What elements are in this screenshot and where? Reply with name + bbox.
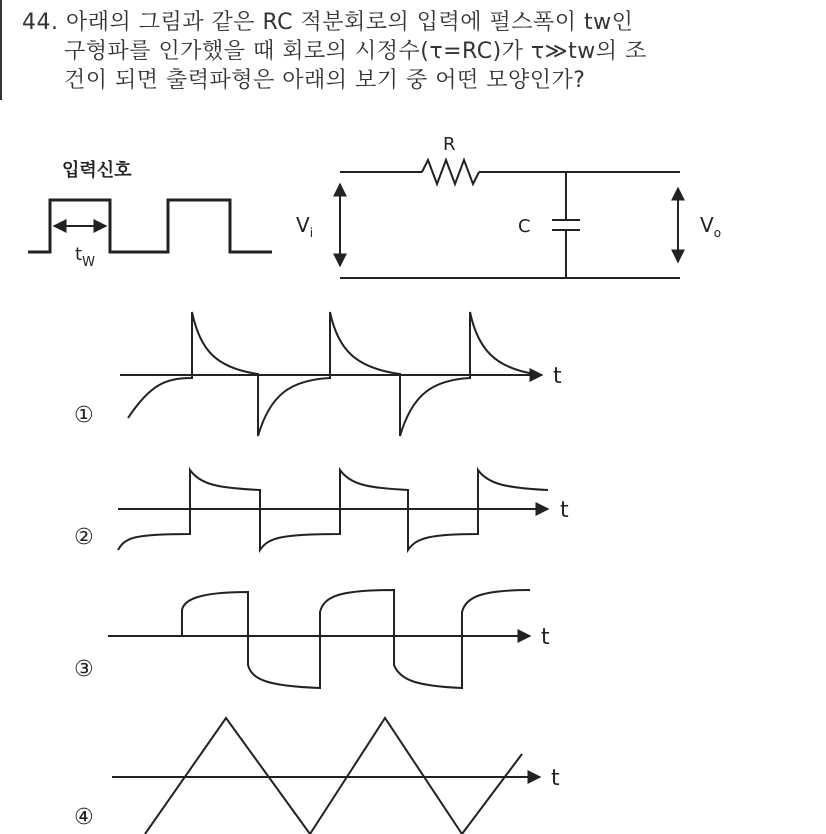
option-1-number: ① xyxy=(74,403,94,428)
option-2-axis-label: t xyxy=(560,498,569,523)
option-2-number: ② xyxy=(74,525,94,550)
option-4-number: ④ xyxy=(74,805,94,830)
capacitor-label: C xyxy=(518,216,531,237)
input-signal-title: 입력신호 xyxy=(62,160,132,181)
option-2 xyxy=(74,470,569,550)
option-3-axis-label: t xyxy=(541,625,550,650)
option-4 xyxy=(74,718,560,834)
question-line-3: 건이 되면 출력파형은 아래의 보기 중 어떤 모양인가? xyxy=(64,68,586,93)
option-3-number: ③ xyxy=(74,657,94,682)
input-signal xyxy=(28,159,272,270)
option-1-axis-label: t xyxy=(553,364,562,389)
resistor xyxy=(422,160,479,184)
vi-label: $V_i$ xyxy=(296,213,314,240)
question-line-2: 구형파를 인가했을 때 회로의 시정수(τ=RC)가 τ≫tw의 조 xyxy=(64,39,647,64)
question-line-1-text: 아래의 그림과 같은 RC 적분회로의 입력에 펄스폭이 tw인 xyxy=(66,10,634,35)
option-4-axis-label: t xyxy=(551,766,560,791)
resistor-label: R xyxy=(443,134,456,155)
option-3 xyxy=(74,590,550,688)
vo-label: $V_o$ xyxy=(700,213,722,240)
option-1 xyxy=(74,312,562,436)
question-number: 44. xyxy=(22,10,59,35)
option-3-waveform xyxy=(182,590,530,688)
pulse-width-label: $t_W$ xyxy=(75,244,95,270)
rc-circuit xyxy=(296,134,721,278)
